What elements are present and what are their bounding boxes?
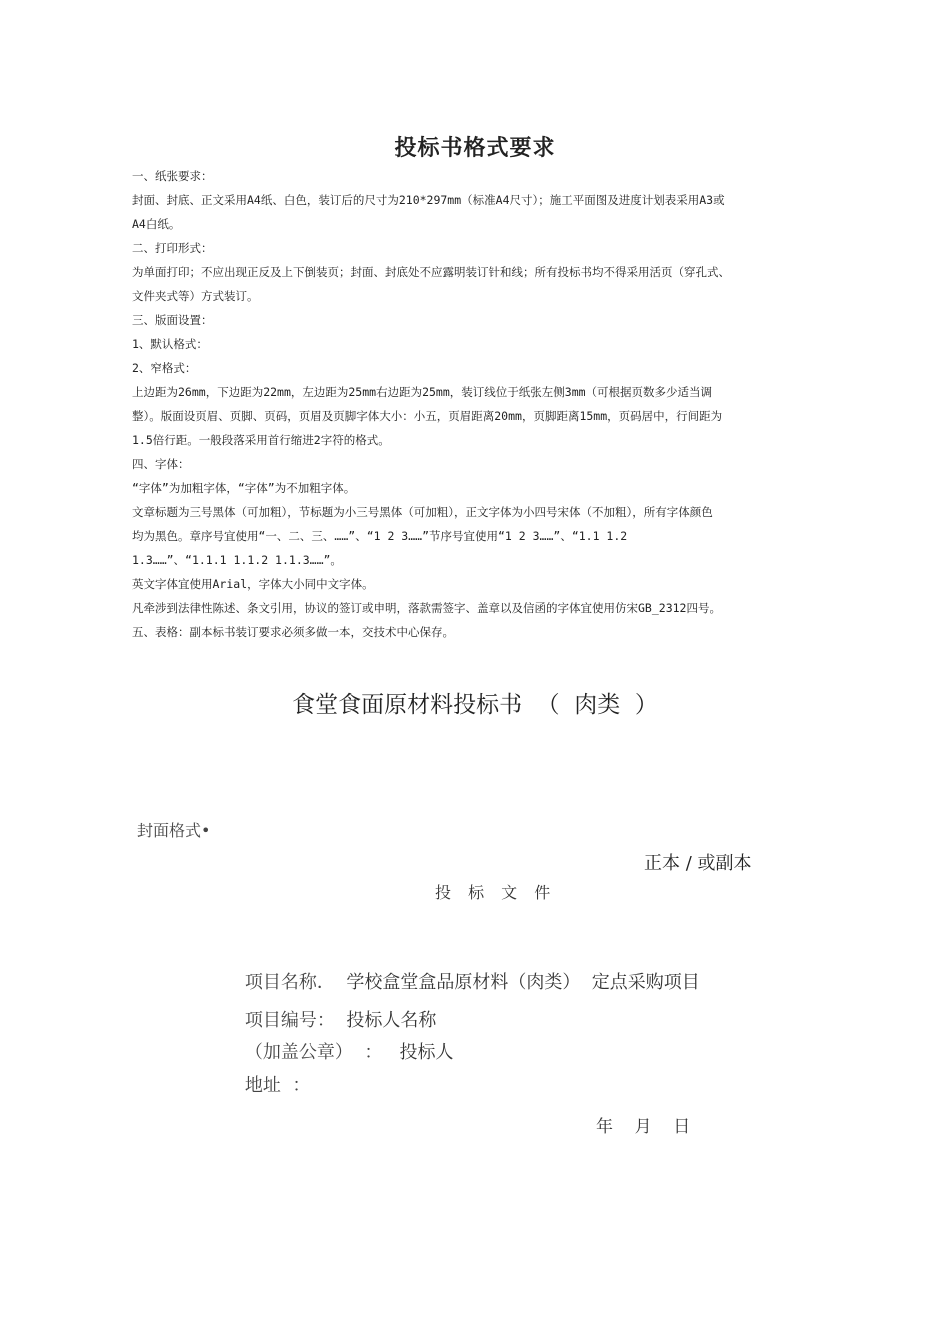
cover-title: 食堂食面原材料投标书 （ 肉类 ） [292, 692, 658, 718]
text-line: 整）。版面设页眉、页脚、页码，页眉及页脚字体大小：小五，页眉距离20mm，页脚距离15mm，页码居中，行间距为 [132, 409, 723, 423]
cover-format-label: 封面格式• [137, 821, 211, 840]
requirements-body [132, 164, 812, 644]
text-line: 封面、封底、正文采用A4纸、白色，装订后的尺寸为210*297mm（标准A4尺寸）；施工平面图及进度计划表采用A3或 [132, 193, 725, 207]
field-label: 项目名称． [244, 972, 335, 993]
text-line: 上边距为26mm，下边距为22mm，左边距为25mm右边距为25mm，装订线位于纸张左侧3mm（可根据页数多少适当调 [132, 385, 713, 399]
field-label: （加盖公章） ： [244, 1042, 383, 1063]
text-line: 五、表格：副本标书装订要求必须多做一本，交技术中心保存。 [132, 625, 454, 639]
field-label: 地址 ： [244, 1075, 311, 1096]
text-line: 为单面打印；不应出现正反及上下倒装页；封面、封底处不应露明装订针和线；所有投标书均不得采用活页（穿孔式、 [132, 265, 730, 279]
document-title: 投标书格式要求 [394, 136, 556, 161]
text-line: 文件夹式等）方式装订。 [132, 289, 259, 303]
text-line: A4白纸。 [132, 217, 181, 231]
bid-document-label: 投 标 文 件 [435, 883, 557, 902]
text-line: 2、窄格式： [132, 361, 197, 375]
field-value: 学校盒堂盒品原材料（肉类） 定点采购项目 [334, 972, 700, 993]
text-line: 二、打印形式： [132, 241, 213, 255]
text-line: 三、版面设置： [132, 313, 213, 327]
text-line: 1、默认格式： [132, 337, 208, 351]
copy-type-label: 正本 / 或副本 [644, 853, 752, 874]
text-line: 1.5倍行距。一般段落采用首行缩进2字符的格式。 [132, 433, 390, 447]
text-line: 均为黑色。章序号宜使用“一、二、三、……”、“1 2 3……”节序号宜使用“1 2 3……”、“1.1 1.2 [132, 529, 628, 543]
field-value: 投标人 [382, 1042, 454, 1063]
text-line: “字体”为加粗字体，“字体”为不加粗字体。 [132, 481, 356, 495]
field-value: 投标人名称 [334, 1010, 437, 1031]
text-line: 文章标题为三号黑体（可加粗），节标题为小三号黑体（可加粗），正文字体为小四号宋体（不加粗），所有字体颜色 [132, 505, 713, 519]
address-field [222, 1050, 310, 1118]
text-line: 英文字体宜使用Arial，字体大小同中文字体。 [132, 577, 374, 591]
field-label: 项目编号： [244, 1010, 335, 1031]
text-line: 一、纸张要求： [132, 169, 213, 183]
text-line: 四、字体： [132, 457, 190, 471]
text-line: 凡牵涉到法律性陈述、条文引用，协议的签订或申明，落款需签字、盖章以及信函的字体宜使用仿宋GB_2312四号。 [132, 601, 721, 615]
text-line: 1.3……”、“1.1.1 1.1.2 1.1.3……”。 [132, 553, 342, 567]
date-line: 年 月 日 [596, 1117, 691, 1137]
